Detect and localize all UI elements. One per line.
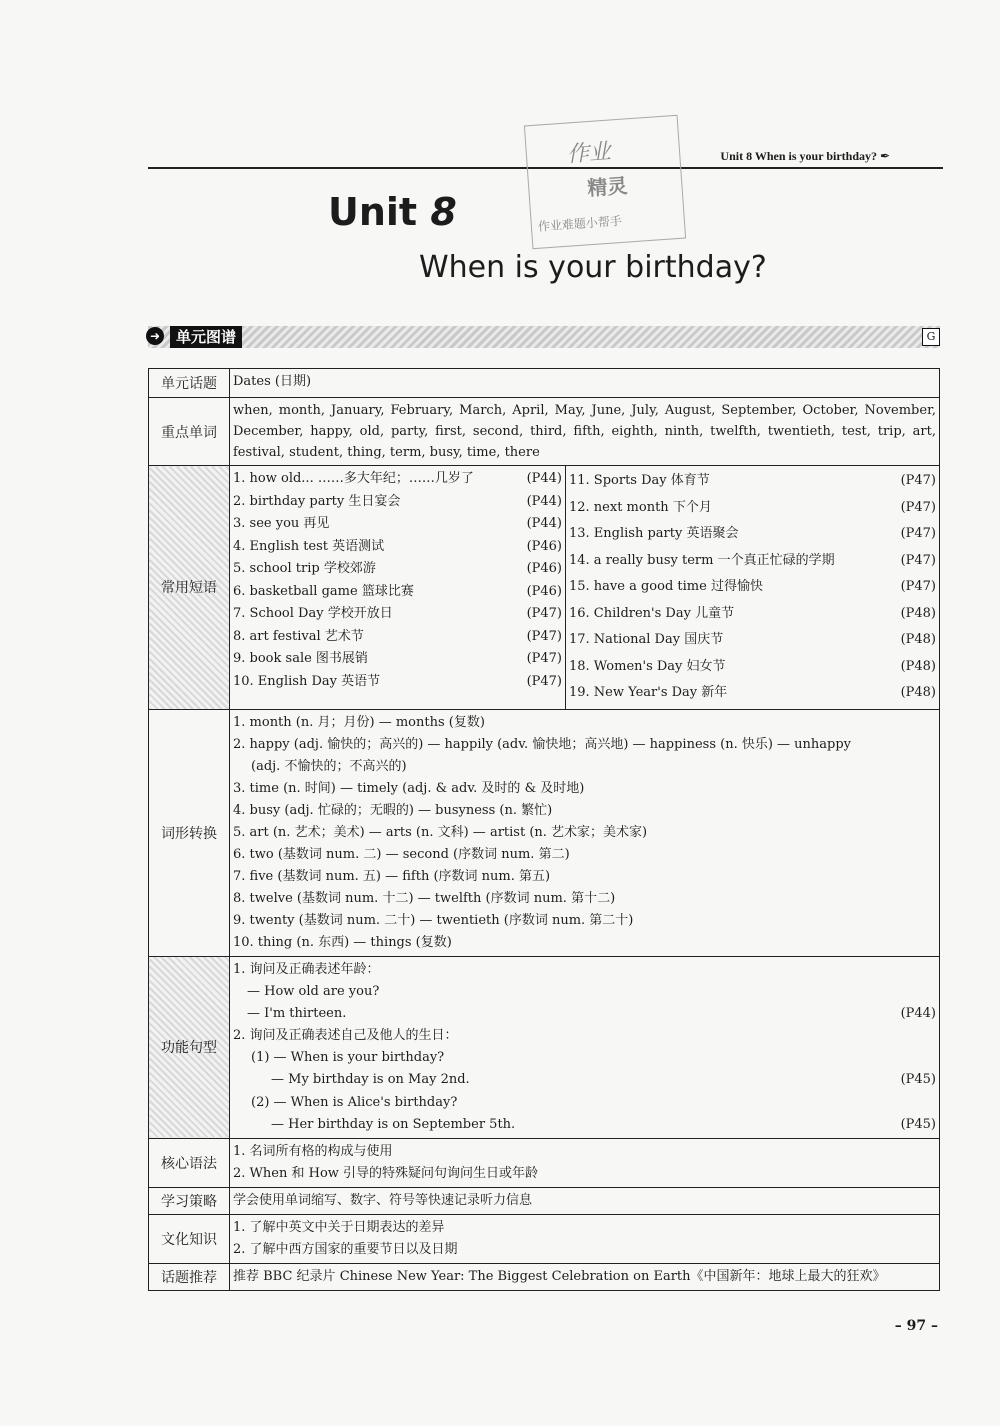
list-item: 1. month (n. 月；月份) — months (复数): [233, 714, 485, 730]
label-culture: 文化知识: [149, 1215, 230, 1264]
recommend-text: 推荐 BBC 纪录片 Chinese New Year: The Biggest Celebration on Earth《中国新年：地球上最大的狂欢》: [230, 1264, 940, 1291]
row-functions: [149, 956, 940, 1139]
list-item: 2. 了解中西方国家的重要节日以及日期: [233, 1242, 458, 1257]
list-item: 3. see you 再见 (P44): [233, 516, 562, 531]
list-item: 9. book sale 图书展销 (P47): [233, 651, 562, 666]
label-grammar: 核心语法: [149, 1139, 230, 1188]
list-item: 7. School Day 学校开放日 (P47): [233, 606, 562, 621]
list-item: 16. Children's Day 儿童节 (P48): [569, 605, 936, 621]
list-item: 1. 了解中英文中关于日期表达的差异: [233, 1220, 445, 1235]
list-item: — I'm thirteen. (P44): [247, 1005, 936, 1021]
list-item: 3. time (n. 时间) — timely (adj. & adv. 及时的 & 及时地): [233, 780, 585, 796]
list-item: 10. English Day 英语节 (P47): [233, 673, 562, 689]
list-item: 2. When 和 How 引导的特殊疑问句询问生日或年龄: [233, 1166, 539, 1181]
list-item: 7. five (基数词 num. 五) — fifth (序数词 num. 第五): [233, 868, 551, 884]
phrases-left-column: [230, 466, 566, 709]
grammar-cell: [230, 1139, 940, 1188]
list-item: 17. National Day 国庆节 (P48): [569, 632, 936, 647]
list-item: 6. basketball game 篮球比赛 (P46): [233, 583, 562, 599]
strategy-text: 学会使用单词缩写、数字、符号等快速记录听力信息: [230, 1188, 940, 1215]
watermark-stamp: 作业 精灵 作业难题小帮手: [524, 115, 686, 249]
row-phrases: [149, 466, 940, 710]
list-item: 12. next month 下个月 (P47): [569, 499, 936, 515]
list-item: 4. busy (adj. 忙碌的；无暇的) — busyness (n. 繁忙): [233, 802, 553, 818]
unit-subtitle: When is your birthday?: [419, 250, 767, 285]
list-item: 5. school trip 学校郊游 (P46): [233, 561, 562, 576]
row-strategy: [149, 1188, 940, 1215]
section-bar: [148, 326, 940, 348]
list-item: 10. thing (n. 东西) — things (复数): [233, 934, 452, 950]
unit-map-table: [148, 368, 940, 1291]
list-item: — Her birthday is on September 5th. (P45): [271, 1116, 936, 1132]
list-item: 1. 询问及正确表述年龄：: [233, 961, 380, 977]
list-item: 9. twenty (基数词 num. 二十) — twentieth (序数词 num. 第二十): [233, 912, 634, 928]
label-topic: 单元话题: [149, 369, 230, 398]
list-item: 2. happy (adj. 愉快的；高兴的) — happily (adv. 愉快地；高兴地) — happiness (n. 快乐) — unhappy: [233, 736, 852, 752]
section-endcap-icon: G: [922, 328, 940, 346]
label-recommend: 话题推荐: [149, 1264, 230, 1291]
list-item: 18. Women's Day 妇女节 (P48): [569, 658, 936, 674]
phrases-right-column: [566, 466, 939, 709]
list-item: — How old are you?: [247, 983, 380, 999]
list-item: 1. how old... ……多大年纪；……几岁了 (P44): [233, 471, 562, 486]
row-word-forms: [149, 709, 940, 956]
culture-cell: [230, 1215, 940, 1264]
label-strategy: 学习策略: [149, 1188, 230, 1215]
list-item: — My birthday is on May 2nd. (P45): [271, 1072, 936, 1087]
list-item: 1. 名词所有格的构成与使用: [233, 1144, 393, 1159]
list-item: 8. art festival 艺术节 (P47): [233, 628, 562, 644]
list-item: 2. birthday party 生日宴会 (P44): [233, 493, 562, 509]
list-item: (2) — When is Alice's birthday?: [251, 1094, 458, 1110]
row-recommend: [149, 1264, 940, 1291]
unit-title: Unit 8: [328, 190, 457, 234]
list-item: 2. 询问及正确表述自己及他人的生日：: [233, 1028, 458, 1043]
section-label: 单元图谱: [170, 326, 242, 348]
topic-value: Dates (日期): [230, 369, 940, 398]
list-item: 13. English party 英语聚会 (P47): [569, 526, 936, 541]
row-topic: [149, 369, 940, 398]
row-key-words: [149, 398, 940, 466]
list-item: (adj. 不愉快的；不高兴的): [251, 758, 407, 774]
list-item: 14. a really busy term 一个真正忙碌的学期 (P47): [569, 552, 936, 568]
feather-pen-icon: ✒: [880, 149, 891, 163]
label-functions: 功能句型: [149, 956, 230, 1139]
page-number: – 97 –: [894, 1318, 938, 1334]
key-words-text: when, month, January, February, March, April, May, June, July, August, September, October, November, December, happy, old, party, first, second, third, fifth, eighth, ninth, twelfth, twentieth, test, trip, art, festival, student, thing, term, busy, time, there: [230, 398, 940, 466]
row-culture: [149, 1215, 940, 1264]
running-head: Unit 8 When is your birthday? ✒: [720, 149, 902, 164]
row-grammar: [149, 1139, 940, 1188]
list-item: 15. have a good time 过得愉快 (P47): [569, 579, 936, 594]
list-item: 6. two (基数词 num. 二) — second (序数词 num. 第二): [233, 846, 570, 862]
word-forms-cell: [230, 709, 940, 956]
label-phrases: 常用短语: [149, 466, 230, 710]
arrow-circle-icon: ➜: [146, 327, 164, 345]
list-item: 5. art (n. 艺术；美术) — arts (n. 文科) — artist (n. 艺术家；美术家): [233, 824, 648, 840]
label-key-words: 重点单词: [149, 398, 230, 466]
label-word-forms: 词形转换: [149, 709, 230, 956]
functions-cell: [230, 956, 940, 1139]
list-item: 4. English test 英语测试 (P46): [233, 538, 562, 554]
list-item: 19. New Year's Day 新年 (P48): [569, 685, 936, 700]
list-item: (1) — When is your birthday?: [251, 1050, 445, 1065]
list-item: 8. twelve (基数词 num. 十二) — twelfth (序数词 num. 第十二): [233, 890, 616, 906]
list-item: 11. Sports Day 体育节 (P47): [569, 473, 936, 488]
